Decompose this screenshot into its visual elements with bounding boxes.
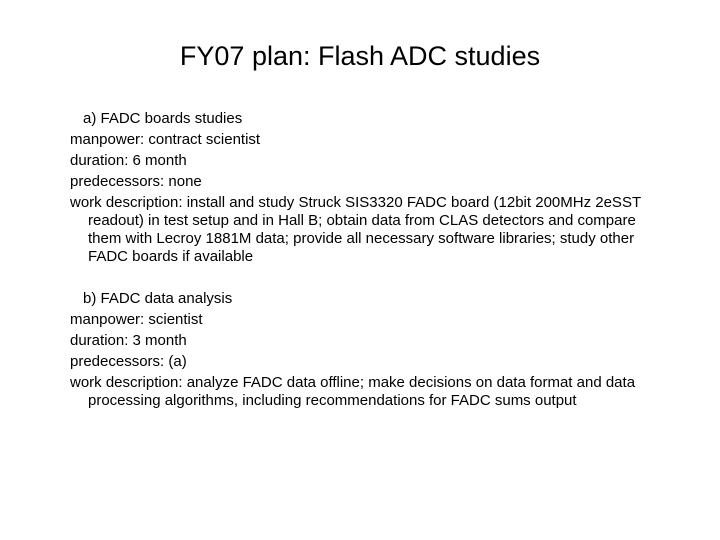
section-fadc-boards-studies: [70, 110, 670, 269]
slide-title: FY07 plan: Flash ADC studies: [179, 41, 541, 71]
manpower-text: manpower: contract scientist: [70, 131, 261, 148]
duration-text: duration: 6 month: [70, 152, 187, 169]
predecessors-text: predecessors: (a): [70, 353, 187, 370]
work-description-text: work description: install and study Struck SIS3320 FADC board (12bit 200MHz 2eSST readout) in test setup and in Hall B; obtain data from CLAS detectors and compare them with Lecroy 1881M data; provide all necessary software libraries; study other FADC boards if available: [70, 194, 641, 265]
predecessors-text: predecessors: none: [70, 173, 202, 190]
manpower-text: manpower: scientist: [70, 311, 203, 328]
section-fadc-data-analysis: [70, 290, 670, 413]
section-heading: a) FADC boards studies: [83, 110, 243, 127]
duration-text: duration: 3 month: [70, 332, 187, 349]
work-description-text: work description: analyze FADC data offline; make decisions on data format and data processing algorithms, including recommendations for FADC sums output: [70, 374, 636, 409]
section-heading: b) FADC data analysis: [83, 290, 233, 307]
